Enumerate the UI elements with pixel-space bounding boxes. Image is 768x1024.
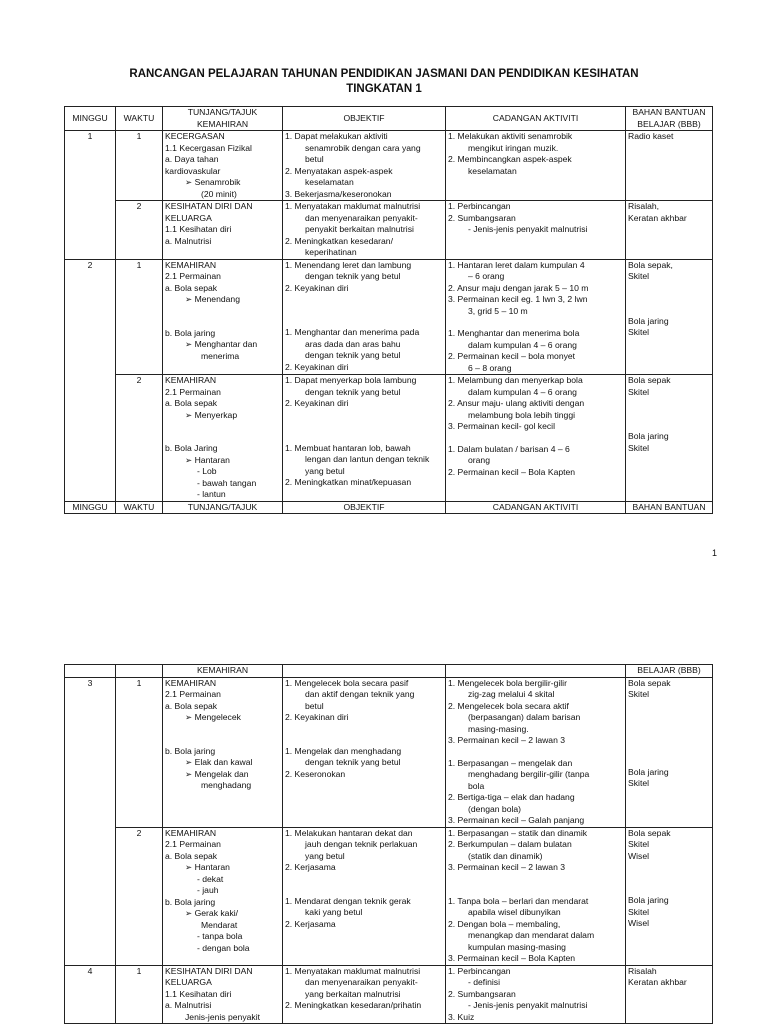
tunjang-cell: KEMAHIRAN 2.1 Permainan a. Bola sepak ➢ Mengelecek b. Bola jaring ➢ Elak dan kawal ➢ Mengelak dan menghadang <box>163 677 283 827</box>
header-objektif: OBJEKTIF <box>283 107 446 131</box>
footer-bahan: BAHAN BANTUAN <box>626 501 713 514</box>
table-row <box>65 259 713 375</box>
bahan-cell: Bola sepak Skitel Bola jaring Skitel <box>626 677 713 827</box>
tunjang-cell: KECERGASAN 1.1 Kecergasan Fizikal a. Daya tahan kardiovaskular ➢ Senamrobik (20 minit) <box>163 131 283 201</box>
table-row <box>65 131 713 201</box>
tunjang-cell: KESIHATAN DIRI DAN KELUARGA 1.1 Kesihatan diri a. Malnutrisi Jenis-jenis penyakit <box>163 965 283 1024</box>
cadangan-cell: 1. Hantaran leret dalam kumpulan 4 – 6 orang 2. Ansur maju dengan jarak 5 – 10 m 3. Permainan kecil eg. 1 lwn 3, 2 lwn 3, grid 5 – 10 m 1. Menghantar dan menerima bola dalam kumpulan 4 – 6 orang 2. Permainan kecil – bola monyet 6 – 8 orang <box>446 259 626 375</box>
cont-header-tunjang: KEMAHIRAN <box>163 665 283 678</box>
tunjang-cell: KEMAHIRAN 2.1 Permainan a. Bola sepak ➢ Menendang b. Bola jaring ➢ Menghantar dan menerima <box>163 259 283 375</box>
tunjang-cell: KESIHATAN DIRI DAN KELUARGA 1.1 Kesihatan diri a. Malnutrisi <box>163 201 283 260</box>
table-row <box>65 965 713 1024</box>
cadangan-cell: 1. Perbincangan - definisi 2. Sumbangsaran - Jenis-jenis penyakit malnutrisi 3. Kuiz <box>446 965 626 1024</box>
table-footer-header-row <box>65 501 713 514</box>
bahan-cell: Bola sepak Skitel Wisel Bola jaring Skitel Wisel <box>626 827 713 965</box>
waktu-cell: 2 <box>116 827 163 965</box>
table-header-row <box>65 107 713 131</box>
lesson-plan-table-page-2 <box>64 664 713 1024</box>
footer-waktu: WAKTU <box>116 501 163 514</box>
footer-objektif: OBJEKTIF <box>283 501 446 514</box>
cadangan-cell: 1. Mengelecek bola bergilir-gilir zig-zag melalui 4 skital 2. Mengelecek bola secara aktif (berpasangan) dalam barisan masing-masing. 3. Permainan kecil – 2 lawan 3 1. Berpasangan – mengelak dan menghadang bergilir-gilir (tanpa bola 2. Bertiga-tiga – elak dan hadang (dengan bola) 3. Permainan kecil – Galah panjang <box>446 677 626 827</box>
page-number: 1 <box>712 548 718 558</box>
waktu-cell: 2 <box>116 201 163 260</box>
objektif-cell: 1. Menendang leret dan lambung dengan teknik yang betul 2. Keyakinan diri 1. Menghantar dan menerima pada aras dada dan aras bahu dengan teknik yang betul 2. Keyakinan diri <box>283 259 446 375</box>
footer-minggu: MINGGU <box>65 501 116 514</box>
waktu-cell: 1 <box>116 131 163 201</box>
bahan-cell: Risalah Keratan akhbar <box>626 965 713 1024</box>
header-cadangan: CADANGAN AKTIVITI <box>446 107 626 131</box>
document-title: RANCANGAN PELAJARAN TAHUNAN PENDIDIKAN JASMANI DAN PENDIDIKAN KESIHATAN <box>129 68 639 80</box>
cont-header-bahan: BELAJAR (BBB) <box>626 665 713 678</box>
header-minggu: MINGGU <box>65 107 116 131</box>
objektif-cell: 1. Melakukan hantaran dekat dan jauh dengan teknik perlakuan yang betul 2. Kerjasama 1. Mendarat dengan teknik gerak kaki yang betul 2. Kerjasama <box>283 827 446 965</box>
objektif-cell: 1. Mengelecek bola secara pasif dan aktif dengan teknik yang betul 2. Keyakinan diri 1. Mengelak dan menghadang dengan teknik yang betul 2. Keseronokan <box>283 677 446 827</box>
objektif-cell: 1. Dapat melakukan aktiviti senamrobik dengan cara yang betul 2. Menyatakan aspek-aspek keselamatan 3. Bekerjasma/keseronokan <box>283 131 446 201</box>
table-row <box>65 677 713 827</box>
objektif-cell: 1. Dapat menyerkap bola lambung dengan teknik yang betul 2. Keyakinan diri 1. Membuat hantaran lob, bawah lengan dan lantun dengan teknik yang betul 2. Meningkatkan minat/kepuasan <box>283 375 446 502</box>
bahan-cell: Radio kaset <box>626 131 713 201</box>
bahan-cell: Bola sepak, Skitel Bola jaring Skitel <box>626 259 713 375</box>
tunjang-cell: KEMAHIRAN 2.1 Permainan a. Bola sepak ➢ Hantaran - dekat - jauh b. Bola jaring ➢ Gerak kaki/ Mendarat - tanpa bola - dengan bola <box>163 827 283 965</box>
minggu-cell: 3 <box>65 677 116 965</box>
footer-tunjang: TUNJANG/TAJUK <box>163 501 283 514</box>
minggu-cell: 1 <box>65 131 116 260</box>
header-bahan: BAHAN BANTUAN BELAJAR (BBB) <box>626 107 713 131</box>
cadangan-cell: 1. Melakukan aktiviti senamrobik mengikut iringan muzik. 2. Membincangkan aspek-aspek keselamatan <box>446 131 626 201</box>
table-row <box>65 827 713 965</box>
minggu-cell: 2 <box>65 259 116 501</box>
waktu-cell: 2 <box>116 375 163 502</box>
waktu-cell: 1 <box>116 965 163 1024</box>
tunjang-cell: KEMAHIRAN 2.1 Permainan a. Bola sepak ➢ Menyerkap b. Bola Jaring ➢ Hantaran - Lob - bawah tangan - lantun <box>163 375 283 502</box>
bahan-cell: Bola sepak Skitel Bola jaring Skitel <box>626 375 713 502</box>
cadangan-cell: 1. Perbincangan 2. Sumbangsaran - Jenis-jenis penyakit malnutrisi <box>446 201 626 260</box>
waktu-cell: 1 <box>116 677 163 827</box>
lesson-plan-table-page-1 <box>64 106 713 514</box>
objektif-cell: 1. Menyatakan maklumat malnutrisi dan menyenaraikan penyakit- penyakit berkaitan malnutrisi 2. Meningkatkan kesedaran/ keperihatinan <box>283 201 446 260</box>
minggu-cell: 4 <box>65 965 116 1024</box>
document-subtitle: TINGKATAN 1 <box>346 83 422 95</box>
footer-cadangan: CADANGAN AKTIVITI <box>446 501 626 514</box>
table-row <box>65 375 713 502</box>
continued-header-row <box>65 665 713 678</box>
header-tunjang: TUNJANG/TAJUK KEMAHIRAN <box>163 107 283 131</box>
objektif-cell: 1. Menyatakan maklumat malnutrisi dan menyenaraikan penyakit- yang berkaitan malnutrisi 2. Meningkatkan kesedaran/prihatin <box>283 965 446 1024</box>
cadangan-cell: 1. Berpasangan – statik dan dinamik 2. Berkumpulan – dalam bulatan (statik dan dinamik) 3. Permainan kecil – 2 lawan 3 1. Tanpa bola – berlari dan mendarat apabila wisel dibunyikan 2. Dengan bola – membaling, menangkap dan mendarat dalam kumpulan masing-masing 3. Permainan kecil – Bola Kapten <box>446 827 626 965</box>
waktu-cell: 1 <box>116 259 163 375</box>
table-row <box>65 201 713 260</box>
cadangan-cell: 1. Melambung dan menyerkap bola dalam kumpulan 4 – 6 orang 2. Ansur maju- ulang aktiviti dengan melambung bola lebih tinggi 3. Permainan kecil- gol kecil 1. Dalam bulatan / barisan 4 – 6 orang 2. Permainan kecil – Bola Kapten <box>446 375 626 502</box>
header-waktu: WAKTU <box>116 107 163 131</box>
bahan-cell: Risalah, Keratan akhbar <box>626 201 713 260</box>
